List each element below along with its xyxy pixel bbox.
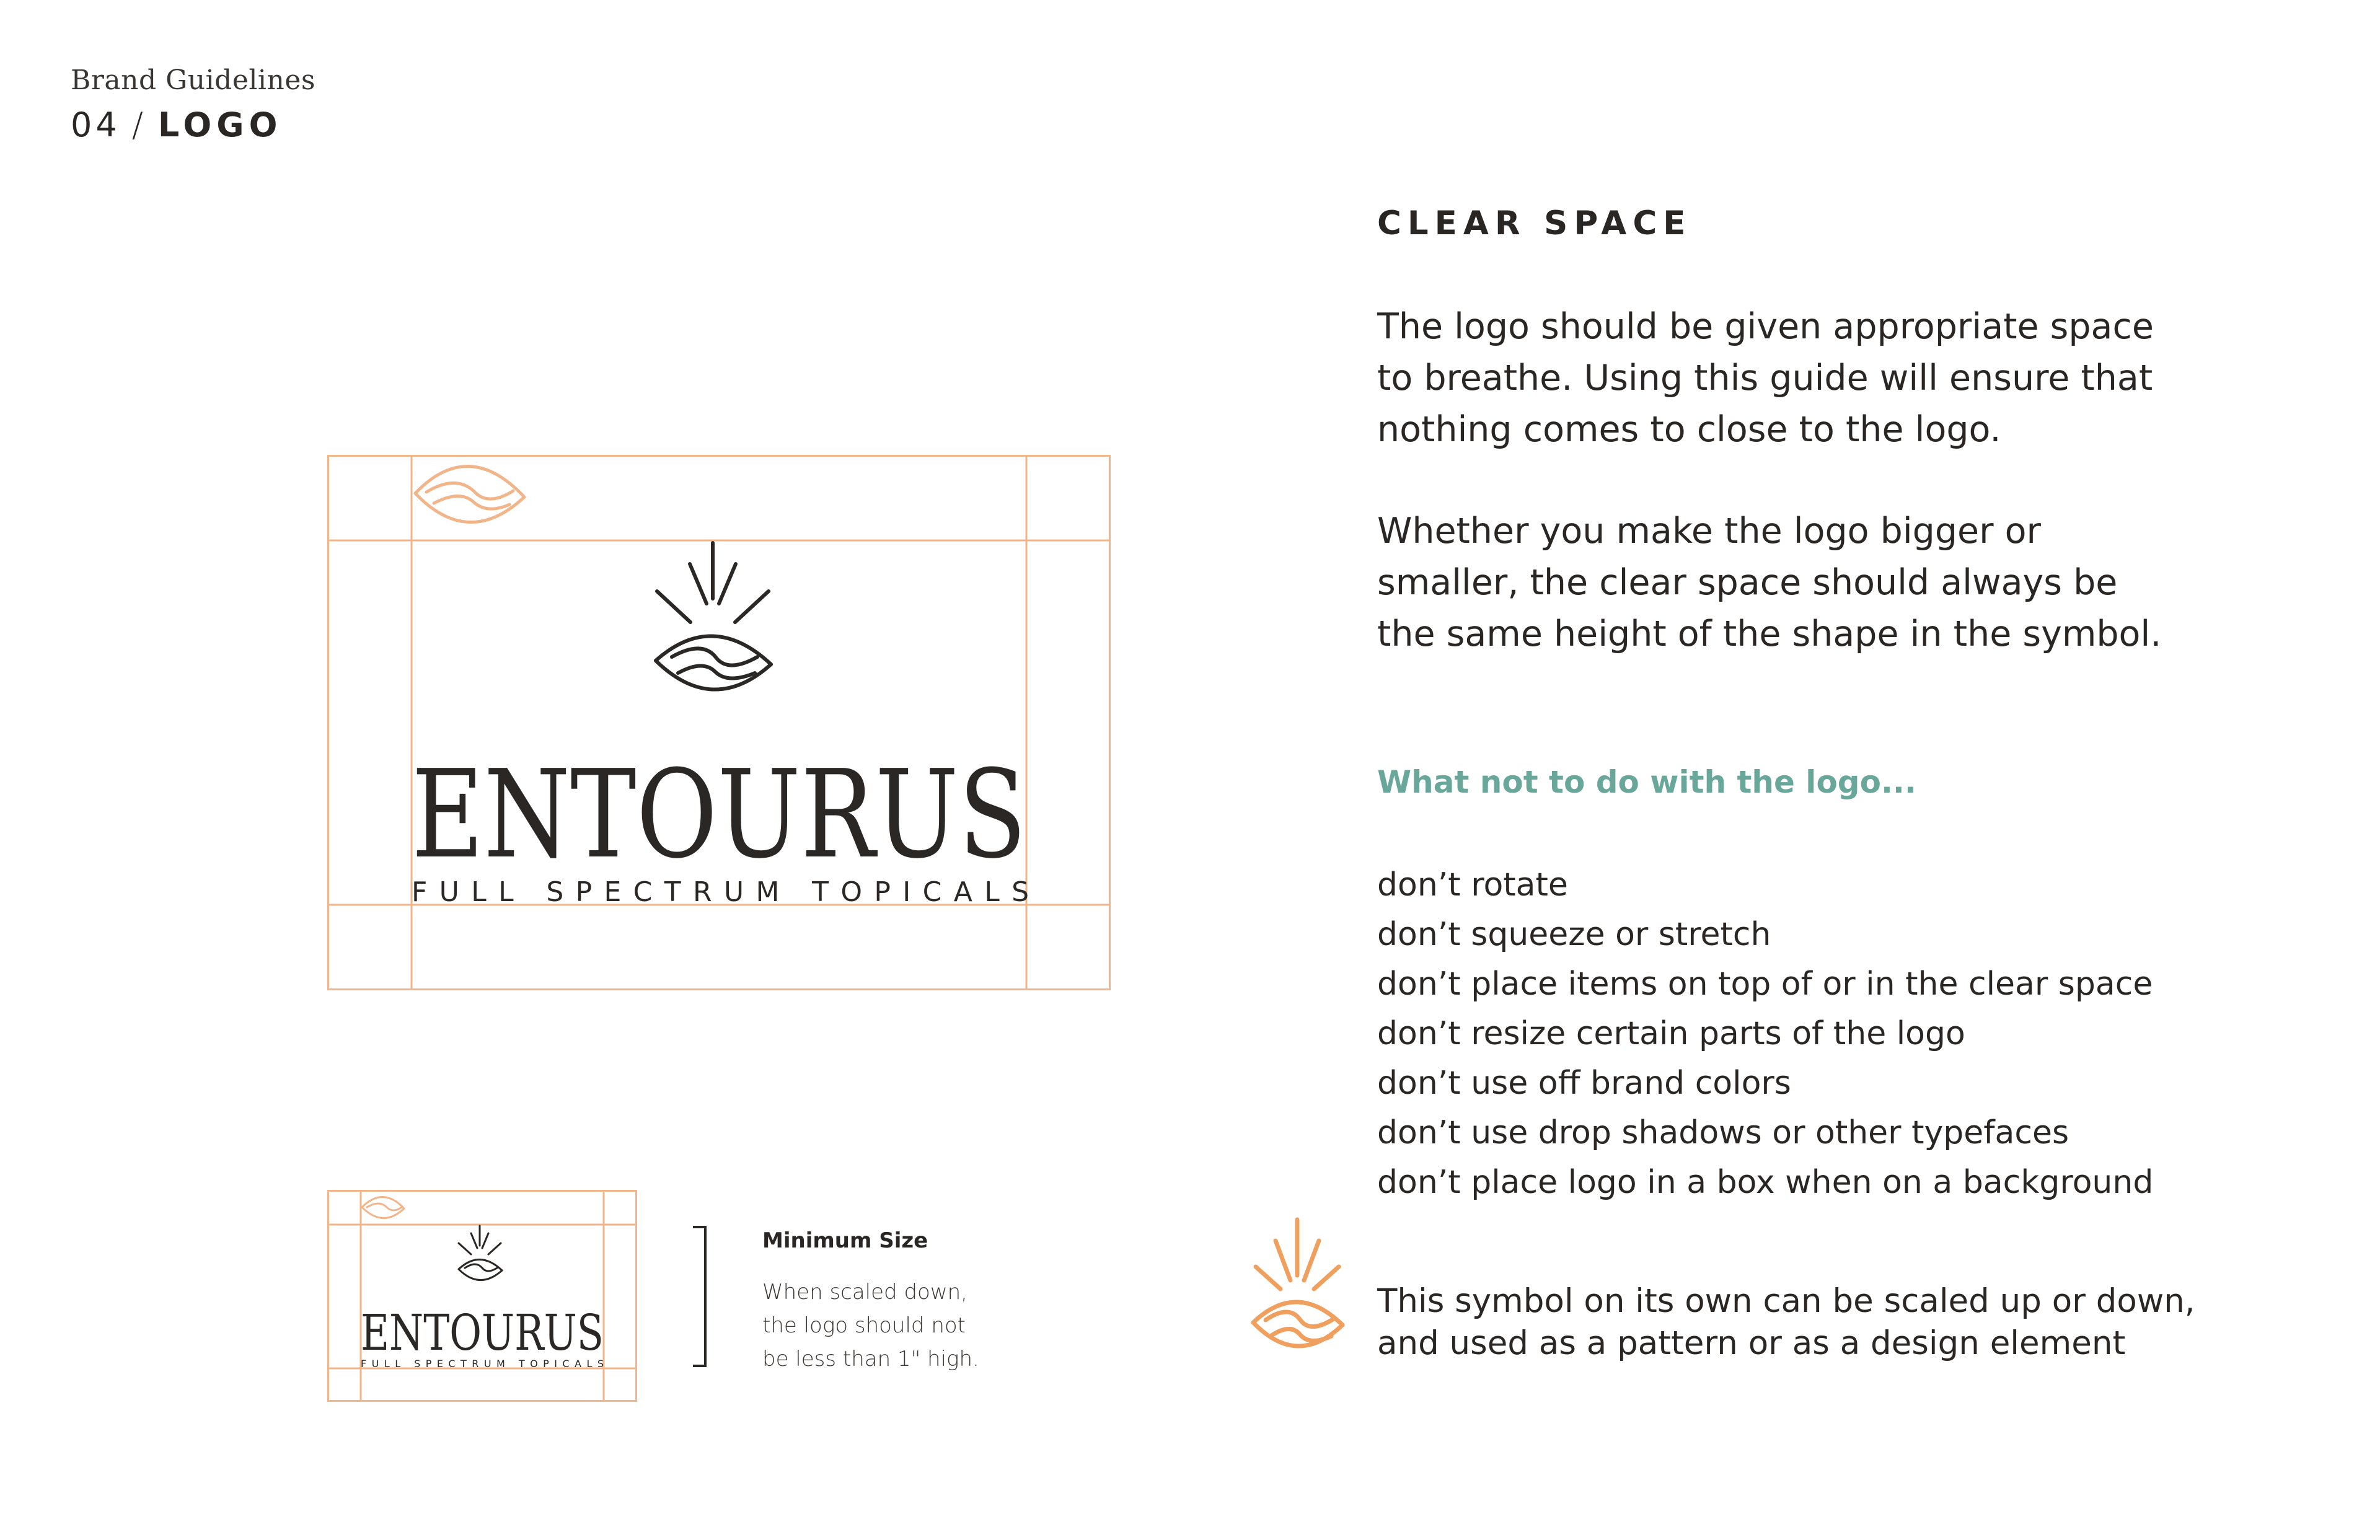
logo-clear-space-diagram — [327, 455, 1111, 990]
section-separator: / — [131, 105, 147, 144]
clear-space-title: CLEAR SPACE — [1377, 205, 1692, 242]
min-logo-wordmark: ENTOURUS — [361, 1304, 604, 1362]
symbol-note: This symbol on its own can be scaled up or down, and used as a pattern or as a design element — [1377, 1282, 2195, 1362]
section-name: LOGO — [157, 105, 283, 144]
list-item: don’t place logo in a box when on a background — [1377, 1164, 2154, 1201]
clear-space-guides — [327, 455, 1111, 990]
donts-title: What not to do with the logo... — [1377, 764, 1916, 800]
min-size-bracket — [693, 1226, 707, 1367]
header-label: Brand Guidelines — [71, 64, 315, 96]
list-item: don’t use off brand colors — [1377, 1065, 1791, 1102]
logo-symbol — [656, 543, 771, 690]
min-size-title: Minimum Size — [762, 1228, 928, 1253]
clear-space-paragraph-2: Whether you make the logo bigger or smaller, the clear space should always be the same height of the shape in the symbol. — [1377, 511, 2162, 654]
min-clear-space-guides — [327, 1190, 637, 1402]
section-number: 04 — [71, 105, 121, 144]
min-size-description: When scaled down, the logo should not be less than 1" high. — [762, 1280, 979, 1371]
clear-space-unit-icon — [415, 466, 524, 522]
min-logo-tagline: FULL SPECTRUM TOPICALS — [361, 1358, 604, 1370]
donts-list — [1377, 860, 2153, 1207]
list-item: don’t squeeze or stretch — [1377, 916, 1771, 953]
logo-tagline: FULL SPECTRUM TOPICALS — [412, 876, 1029, 908]
list-item: don’t place items on top of or in the clear space — [1377, 966, 2153, 1003]
section-heading — [71, 105, 283, 144]
list-item: don’t use drop shadows or other typefaces — [1377, 1114, 2069, 1151]
clear-space-paragraph-1: The logo should be given appropriate space to breathe. Using this guide will ensure that nothing comes to close to the logo. — [1377, 306, 2154, 450]
list-item: don’t rotate — [1377, 866, 1568, 904]
minimum-size-logo — [327, 1190, 637, 1402]
logo-wordmark: ENTOURUS — [412, 744, 1026, 886]
min-clear-space-unit-icon — [362, 1197, 404, 1218]
standalone-symbol-icon — [1245, 1216, 1350, 1365]
list-item: don’t resize certain parts of the logo — [1377, 1015, 1965, 1052]
min-logo-symbol — [459, 1226, 502, 1280]
